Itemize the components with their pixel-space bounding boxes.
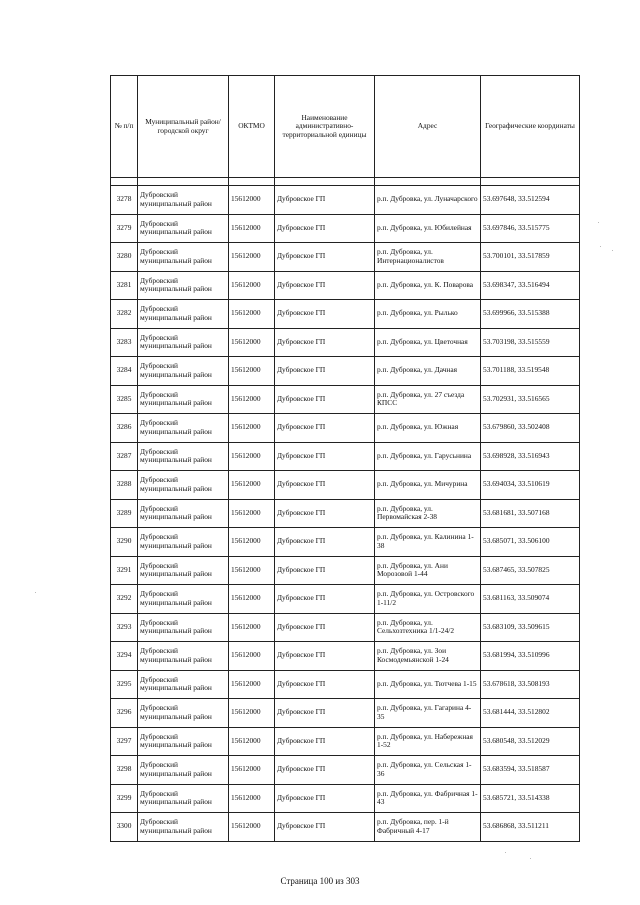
- address-cell: р.п. Дубровка, ул. Рылько: [375, 300, 481, 329]
- address-cell: р.п. Дубровка, ул. 27 съезда КПСС: [375, 385, 481, 414]
- row-number: 3288: [111, 471, 138, 500]
- table-row: [111, 642, 580, 671]
- spacer-cell: [229, 178, 275, 186]
- row-number: 3300: [111, 813, 138, 842]
- address-cell: р.п. Дубровка, ул. Тютчева 1-15: [375, 670, 481, 699]
- coords-cell: 53.680548, 33.512029: [481, 727, 580, 756]
- spacer-cell: [275, 178, 375, 186]
- oktmo-cell: 15612000: [229, 813, 275, 842]
- address-cell: р.п. Дубровка, ул. Сельская 1-36: [375, 756, 481, 785]
- coords-cell: 53.701188, 33.519548: [481, 357, 580, 386]
- unit-cell: Дубровское ГП: [275, 214, 375, 243]
- unit-cell: Дубровское ГП: [275, 727, 375, 756]
- address-cell: р.п. Дубровка, ул. Гагарина 4-35: [375, 699, 481, 728]
- scan-speck: [598, 222, 599, 223]
- address-cell: р.п. Дубровка, ул. Дачная: [375, 357, 481, 386]
- table-row: [111, 414, 580, 443]
- row-number: 3281: [111, 271, 138, 300]
- district-cell: Дубровский муниципальный район: [138, 271, 229, 300]
- table-row: [111, 499, 580, 528]
- row-number: 3283: [111, 328, 138, 357]
- address-cell: р.п. Дубровка, ул. Фабричная 1-43: [375, 784, 481, 813]
- district-cell: Дубровский муниципальный район: [138, 442, 229, 471]
- coords-cell: 53.685071, 33.506100: [481, 528, 580, 557]
- unit-cell: Дубровское ГП: [275, 442, 375, 471]
- row-number: 3278: [111, 186, 138, 215]
- address-cell: р.п. Дубровка, пер. 1-й Фабричный 4-17: [375, 813, 481, 842]
- row-number: 3287: [111, 442, 138, 471]
- coords-cell: 53.681163, 33.509074: [481, 585, 580, 614]
- coords-cell: 53.697846, 33.515775: [481, 214, 580, 243]
- registry-table: [110, 75, 580, 842]
- address-cell: р.п. Дубровка, ул. Цветочная: [375, 328, 481, 357]
- table-row: [111, 300, 580, 329]
- row-number: 3285: [111, 385, 138, 414]
- address-cell: р.п. Дубровка, ул. Первомайская 2-38: [375, 499, 481, 528]
- unit-cell: Дубровское ГП: [275, 585, 375, 614]
- table-body: [111, 186, 580, 842]
- unit-cell: Дубровское ГП: [275, 784, 375, 813]
- oktmo-cell: 15612000: [229, 300, 275, 329]
- table-row: [111, 784, 580, 813]
- unit-cell: Дубровское ГП: [275, 243, 375, 272]
- unit-cell: Дубровское ГП: [275, 271, 375, 300]
- oktmo-cell: 15612000: [229, 328, 275, 357]
- address-cell: р.п. Дубровка, ул. Зои Космодемьянской 1-24: [375, 642, 481, 671]
- unit-cell: Дубровское ГП: [275, 385, 375, 414]
- address-cell: р.п. Дубровка, ул. Южная: [375, 414, 481, 443]
- table-row: [111, 385, 580, 414]
- row-number: 3290: [111, 528, 138, 557]
- address-cell: р.п. Дубровка, ул. Сельхозтехника 1/1-24/2: [375, 613, 481, 642]
- table-row: [111, 214, 580, 243]
- table-row: [111, 528, 580, 557]
- address-cell: р.п. Дубровка, ул. Калинина 1-38: [375, 528, 481, 557]
- district-cell: Дубровский муниципальный район: [138, 385, 229, 414]
- oktmo-cell: 15612000: [229, 471, 275, 500]
- district-cell: Дубровский муниципальный район: [138, 471, 229, 500]
- coords-cell: 53.686868, 33.511211: [481, 813, 580, 842]
- unit-cell: Дубровское ГП: [275, 556, 375, 585]
- spacer-cell: [481, 178, 580, 186]
- table-row: [111, 357, 580, 386]
- table-row: [111, 186, 580, 215]
- district-cell: Дубровский муниципальный район: [138, 214, 229, 243]
- district-cell: Дубровский муниципальный район: [138, 784, 229, 813]
- table-row: [111, 699, 580, 728]
- table-row: [111, 442, 580, 471]
- row-number: 3297: [111, 727, 138, 756]
- row-number: 3292: [111, 585, 138, 614]
- header-coords: Географические координаты: [481, 76, 580, 178]
- scan-speck: [600, 246, 601, 247]
- row-number: 3282: [111, 300, 138, 329]
- unit-cell: Дубровское ГП: [275, 414, 375, 443]
- scan-speck: [612, 250, 613, 251]
- oktmo-cell: 15612000: [229, 442, 275, 471]
- row-number: 3280: [111, 243, 138, 272]
- oktmo-cell: 15612000: [229, 585, 275, 614]
- table-row: [111, 556, 580, 585]
- district-cell: Дубровский муниципальный район: [138, 556, 229, 585]
- oktmo-cell: 15612000: [229, 271, 275, 300]
- address-cell: р.п. Дубровка, ул. Островского 1-11/2: [375, 585, 481, 614]
- row-number: 3295: [111, 670, 138, 699]
- district-cell: Дубровский муниципальный район: [138, 243, 229, 272]
- unit-cell: Дубровское ГП: [275, 756, 375, 785]
- row-number: 3296: [111, 699, 138, 728]
- table-row: [111, 756, 580, 785]
- oktmo-cell: 15612000: [229, 756, 275, 785]
- row-number: 3294: [111, 642, 138, 671]
- unit-cell: Дубровское ГП: [275, 186, 375, 215]
- row-number: 3286: [111, 414, 138, 443]
- oktmo-cell: 15612000: [229, 699, 275, 728]
- table-row: [111, 271, 580, 300]
- oktmo-cell: 15612000: [229, 357, 275, 386]
- row-number: 3299: [111, 784, 138, 813]
- spacer-cell: [111, 178, 138, 186]
- table-row: [111, 727, 580, 756]
- row-number: 3291: [111, 556, 138, 585]
- coords-cell: 53.679860, 33.502408: [481, 414, 580, 443]
- coords-cell: 53.694034, 33.510619: [481, 471, 580, 500]
- oktmo-cell: 15612000: [229, 214, 275, 243]
- coords-cell: 53.697648, 33.512594: [481, 186, 580, 215]
- district-cell: Дубровский муниципальный район: [138, 813, 229, 842]
- unit-cell: Дубровское ГП: [275, 642, 375, 671]
- address-cell: р.п. Дубровка, ул. Гарусьнина: [375, 442, 481, 471]
- scan-speck: [35, 592, 36, 593]
- scan-speck: [530, 858, 531, 859]
- district-cell: Дубровский муниципальный район: [138, 300, 229, 329]
- district-cell: Дубровский муниципальный район: [138, 670, 229, 699]
- district-cell: Дубровский муниципальный район: [138, 642, 229, 671]
- table-row: [111, 243, 580, 272]
- coords-cell: 53.681444, 33.512802: [481, 699, 580, 728]
- coords-cell: 53.681681, 33.507168: [481, 499, 580, 528]
- table-row: [111, 613, 580, 642]
- header-num: № п/п: [111, 76, 138, 178]
- row-number: 3279: [111, 214, 138, 243]
- oktmo-cell: 15612000: [229, 243, 275, 272]
- address-cell: р.п. Дубровка, ул. К. Поварова: [375, 271, 481, 300]
- table-row: [111, 328, 580, 357]
- table-header-row: [111, 76, 580, 178]
- row-number: 3298: [111, 756, 138, 785]
- address-cell: р.п. Дубровка, ул. Набережная 1-52: [375, 727, 481, 756]
- unit-cell: Дубровское ГП: [275, 528, 375, 557]
- coords-cell: 53.687465, 33.507825: [481, 556, 580, 585]
- coords-cell: 53.703198, 33.515559: [481, 328, 580, 357]
- header-unit: Наименование административно-территориальной единицы: [275, 76, 375, 178]
- district-cell: Дубровский муниципальный район: [138, 613, 229, 642]
- oktmo-cell: 15612000: [229, 556, 275, 585]
- coords-cell: 53.685721, 33.514338: [481, 784, 580, 813]
- district-cell: Дубровский муниципальный район: [138, 414, 229, 443]
- oktmo-cell: 15612000: [229, 727, 275, 756]
- table-row: [111, 471, 580, 500]
- coords-cell: 53.683109, 33.509615: [481, 613, 580, 642]
- coords-cell: 53.698928, 33.516943: [481, 442, 580, 471]
- district-cell: Дубровский муниципальный район: [138, 357, 229, 386]
- table-row: [111, 670, 580, 699]
- district-cell: Дубровский муниципальный район: [138, 186, 229, 215]
- header-oktmo: ОКТМО: [229, 76, 275, 178]
- table-row: [111, 813, 580, 842]
- unit-cell: Дубровское ГП: [275, 300, 375, 329]
- address-cell: р.п. Дубровка, ул. Луначарского: [375, 186, 481, 215]
- oktmo-cell: 15612000: [229, 642, 275, 671]
- district-cell: Дубровский муниципальный район: [138, 585, 229, 614]
- row-number: 3289: [111, 499, 138, 528]
- page-number: Страница 100 из 303: [280, 876, 360, 886]
- unit-cell: Дубровское ГП: [275, 328, 375, 357]
- oktmo-cell: 15612000: [229, 613, 275, 642]
- coords-cell: 53.698347, 33.516494: [481, 271, 580, 300]
- coords-cell: 53.683594, 33.518587: [481, 756, 580, 785]
- unit-cell: Дубровское ГП: [275, 471, 375, 500]
- spacer-cell: [375, 178, 481, 186]
- oktmo-cell: 15612000: [229, 385, 275, 414]
- coords-cell: 53.678618, 33.508193: [481, 670, 580, 699]
- district-cell: Дубровский муниципальный район: [138, 727, 229, 756]
- table-row: [111, 585, 580, 614]
- header-spacer-row: [111, 178, 580, 186]
- coords-cell: 53.681994, 33.510996: [481, 642, 580, 671]
- unit-cell: Дубровское ГП: [275, 699, 375, 728]
- district-cell: Дубровский муниципальный район: [138, 528, 229, 557]
- unit-cell: Дубровское ГП: [275, 613, 375, 642]
- oktmo-cell: 15612000: [229, 670, 275, 699]
- oktmo-cell: 15612000: [229, 414, 275, 443]
- coords-cell: 53.699966, 33.515388: [481, 300, 580, 329]
- address-cell: р.п. Дубровка, ул. Ани Морозовой 1-44: [375, 556, 481, 585]
- header-district: Муниципальный район/городской округ: [138, 76, 229, 178]
- unit-cell: Дубровское ГП: [275, 499, 375, 528]
- unit-cell: Дубровское ГП: [275, 813, 375, 842]
- oktmo-cell: 15612000: [229, 186, 275, 215]
- spacer-cell: [138, 178, 229, 186]
- district-cell: Дубровский муниципальный район: [138, 756, 229, 785]
- row-number: 3284: [111, 357, 138, 386]
- coords-cell: 53.702931, 33.516565: [481, 385, 580, 414]
- unit-cell: Дубровское ГП: [275, 670, 375, 699]
- oktmo-cell: 15612000: [229, 784, 275, 813]
- address-cell: р.п. Дубровка, ул. Мичурина: [375, 471, 481, 500]
- header-address: Адрес: [375, 76, 481, 178]
- district-cell: Дубровский муниципальный район: [138, 499, 229, 528]
- district-cell: Дубровский муниципальный район: [138, 699, 229, 728]
- oktmo-cell: 15612000: [229, 499, 275, 528]
- address-cell: р.п. Дубровка, ул. Юбилейная: [375, 214, 481, 243]
- unit-cell: Дубровское ГП: [275, 357, 375, 386]
- coords-cell: 53.700101, 33.517859: [481, 243, 580, 272]
- scan-speck: [505, 852, 506, 853]
- oktmo-cell: 15612000: [229, 528, 275, 557]
- row-number: 3293: [111, 613, 138, 642]
- district-cell: Дубровский муниципальный район: [138, 328, 229, 357]
- address-cell: р.п. Дубровка, ул. Интернационалистов: [375, 243, 481, 272]
